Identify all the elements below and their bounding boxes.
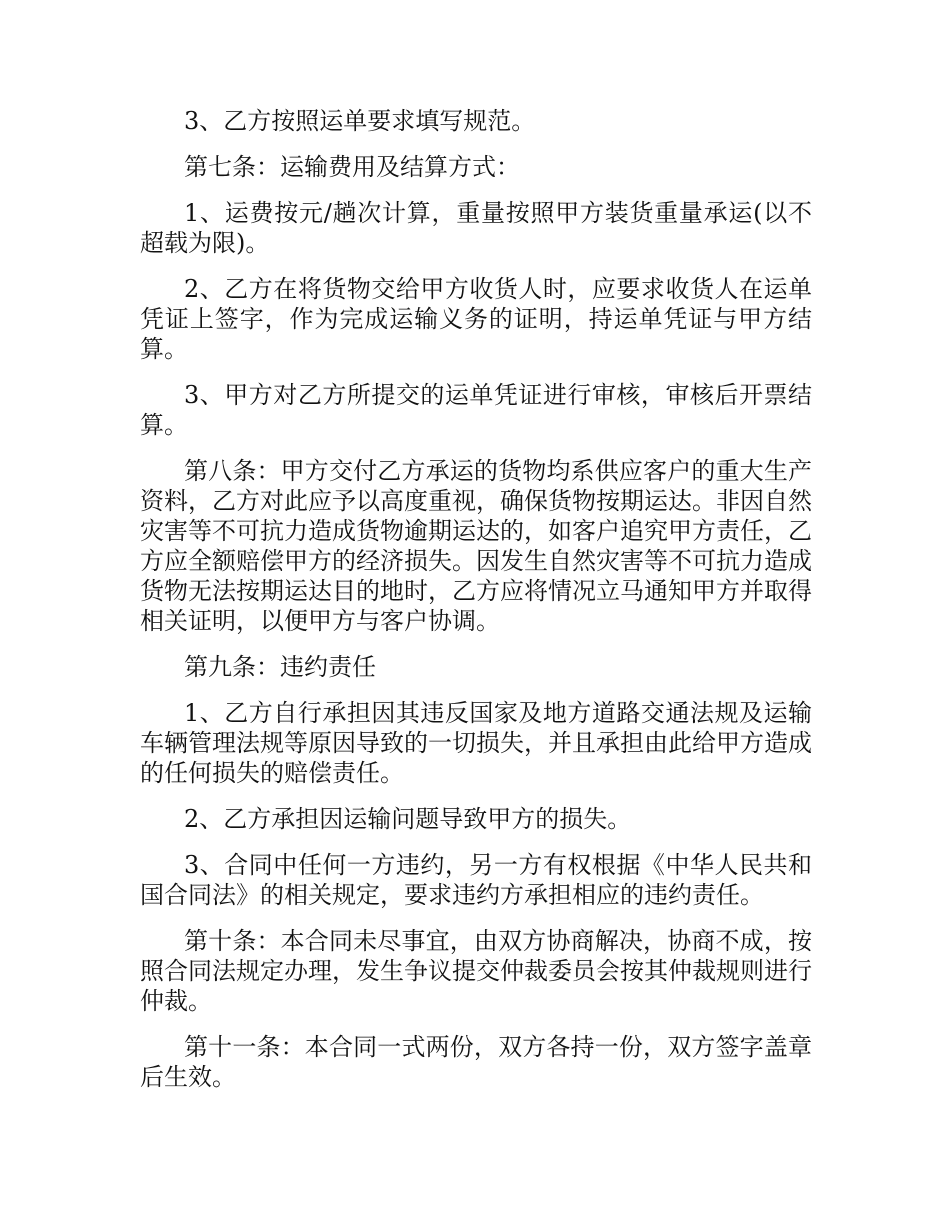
article-9-item-1: 1、乙方自行承担因其违反国家及地方道路交通法规及运输车辆管理法规等原因导致的一切损失，并且承担由此给甲方造成的任何损失的赔偿责任。 (140, 699, 812, 787)
article-7-item-1: 1、运费按元/趟次计算，重量按照甲方装货重量承运(以不超载为限)。 (140, 199, 812, 257)
article-7-item-2: 2、乙方在将货物交给甲方收货人时，应要求收货人在运单凭证上签字，作为完成运输义务的证明，持运单凭证与甲方结算。 (140, 275, 812, 363)
article-9-item-3: 3、合同中任何一方违约，另一方有权根据《中华人民共和国合同法》的相关规定，要求违约方承担相应的违约责任。 (140, 851, 812, 909)
clause-item-3-waybill: 3、乙方按照运单要求填写规范。 (184, 107, 536, 135)
article-9-item-2: 2、乙方承担因运输问题导致甲方的损失。 (184, 805, 632, 833)
document-page (140, 106, 812, 1108)
article-7-heading: 第七条：运输费用及结算方式： (184, 153, 520, 181)
article-7-item-3: 3、甲方对乙方所提交的运单凭证进行审核，审核后开票结算。 (140, 381, 812, 439)
article-11-paragraph: 第十一条：本合同一式两份，双方各持一份，双方签字盖章后生效。 (140, 1033, 812, 1091)
article-8-paragraph: 第八条：甲方交付乙方承运的货物均系供应客户的重大生产资料，乙方对此应予以高度重视，确保货物按期运达。非因自然灾害等不可抗力造成货物逾期运达的，如客户追究甲方责任，乙方应全额赔偿甲方的经济损失。因发生自然灾害等不可抗力造成货物无法按期运达目的地时，乙方应将情况立马通知甲方并取得相关证明，以便甲方与客户协调。 (140, 457, 812, 635)
article-10-paragraph: 第十条：本合同未尽事宜，由双方协商解决，协商不成，按照合同法规定办理，发生争议提交仲裁委员会按其仲裁规则进行仲裁。 (140, 927, 812, 1015)
article-9-heading: 第九条：违约责任 (184, 653, 376, 681)
